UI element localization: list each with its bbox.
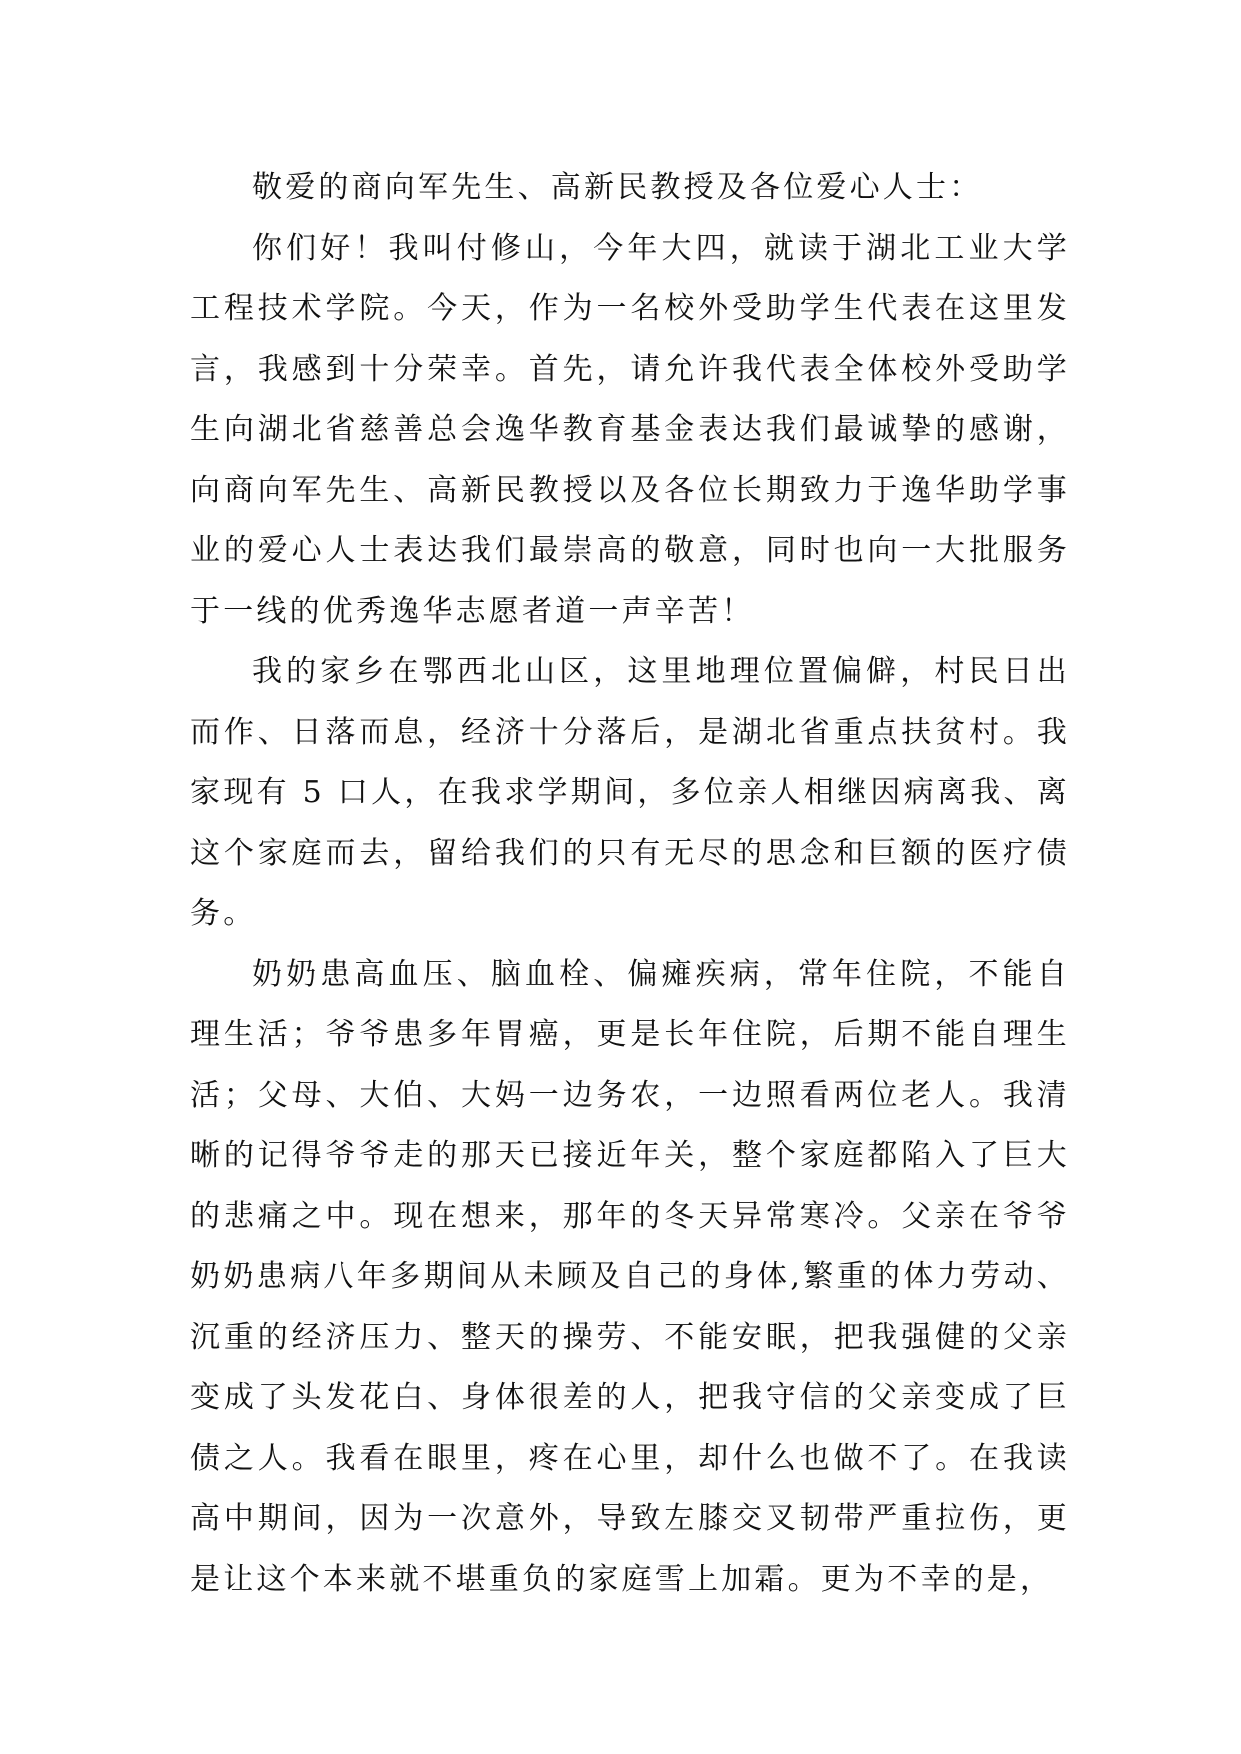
salutation-paragraph: 敬爱的商向军先生、高新民教授及各位爱心人士： xyxy=(252,170,983,205)
greeting-paragraph: 你们好！我叫付修山，今年大四，就读于湖北工业大学工程技术学院。今天，作为一名校外受助学生代表在这里发言，我感到十分荣幸。首先，请允许我代表全体校外受助学生向湖北省慈善总会逸华教育基金表达我们最诚挚的感谢，向商向军先生、高新民教授以及各位长期致力于逸华助学事业的爱心人士表达我们最崇高的敬意，同时也向一大批服务于一线的优秀逸华志愿者道一声辛苦！ xyxy=(190,230,1070,629)
document-body xyxy=(190,158,1070,1610)
family-illness-paragraph: 奶奶患高血压、脑血栓、偏瘫疾病，常年住院，不能自理生活；爷爷患多年胃癌，更是长年住院，后期不能自理生活；父母、大伯、大妈一边务农，一边照看两位老人。我清晰的记得爷爷走的那天已接近年关，整个家庭都陷入了巨大的悲痛之中。现在想来，那年的冬天异常寒冷。父亲在爷爷奶奶患病八年多期间从未顾及自己的身体,繁重的体力劳动、沉重的经济压力、整天的操劳、不能安眠，把我强健的父亲变成了头发花白、身体很差的人，把我守信的父亲变成了巨债之人。我看在眼里，疼在心里，却什么也做不了。在我读高中期间，因为一次意外，导致左膝交叉韧带严重拉伤，更是让这个本来就不堪重负的家庭雪上加霜。更为不幸的是， xyxy=(190,956,1070,1597)
hometown-paragraph: 我的家乡在鄂西北山区，这里地理位置偏僻，村民日出而作、日落而息，经济十分落后，是湖北省重点扶贫村。我家现有 5 口人，在我求学期间，多位亲人相继因病离我、离这个家庭而去，留给我们的只有无尽的思念和巨额的医疗债务。 xyxy=(190,654,1070,931)
